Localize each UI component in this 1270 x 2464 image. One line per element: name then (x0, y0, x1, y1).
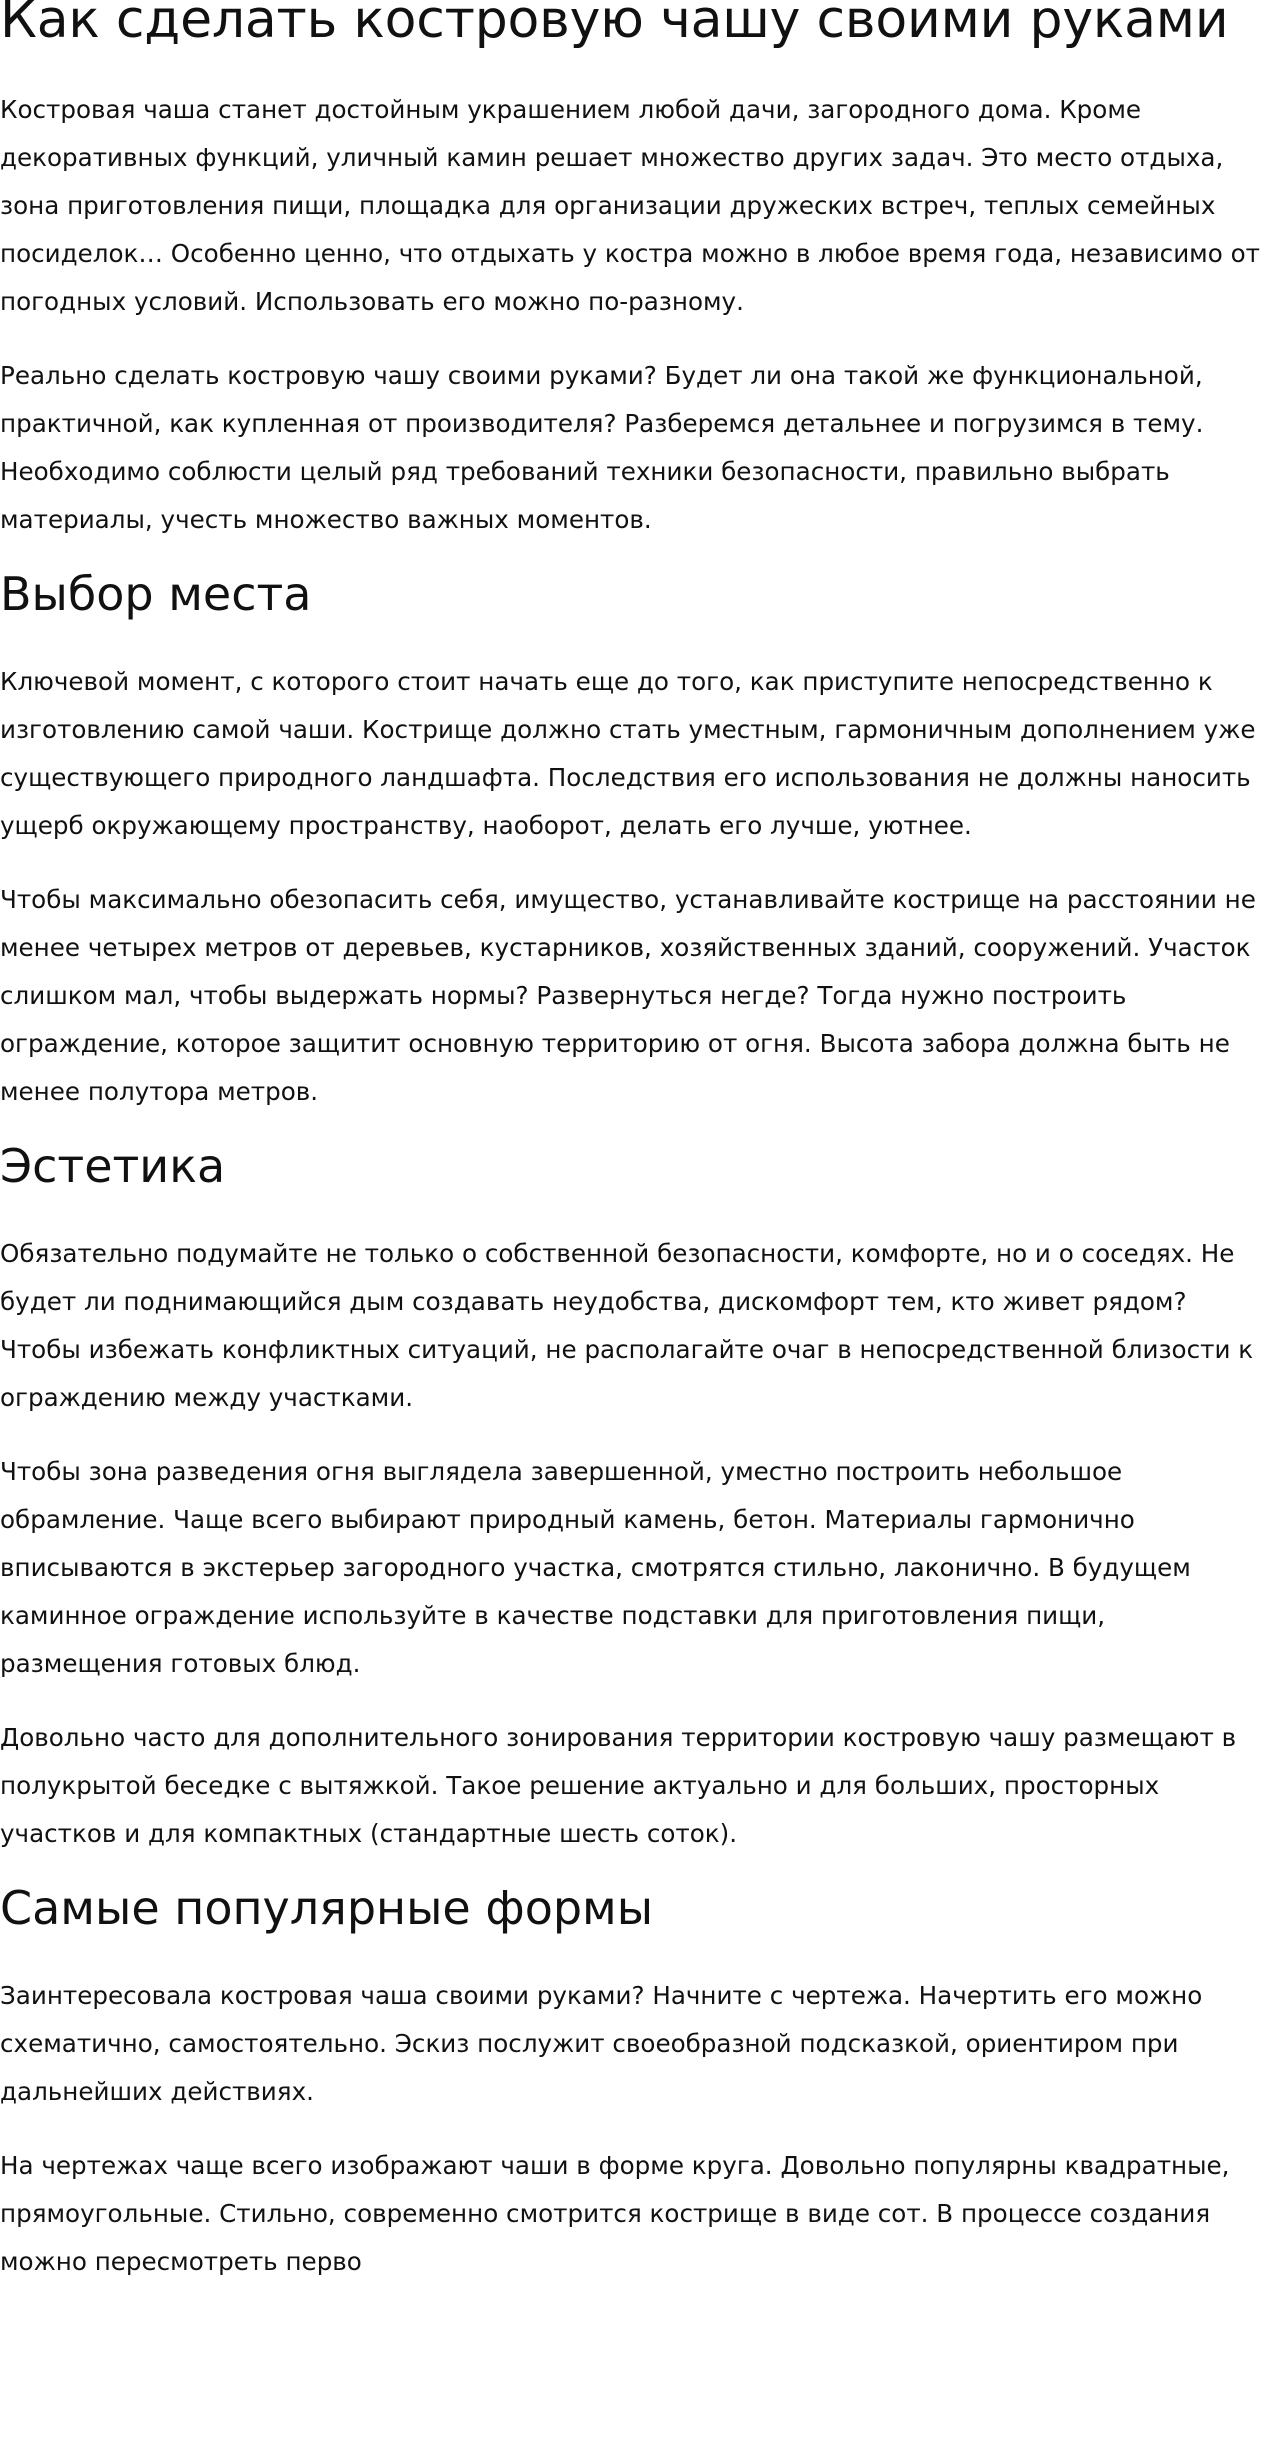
location-paragraph-1: Ключевой момент, с которого стоит начать еще до того, как приступите непосредственно к изготовлению самой чаши. Кострище должно стать уместным, гармоничным дополнением уже существующего природного ландшафта. Последствия его использования не должны наносить ущерб окружающему пространству, наоборот, делать его лучше, уютнее. (0, 667, 1256, 840)
page-title: Как сделать костровую чашу своими руками (0, 0, 1229, 50)
intro-paragraph-2: Реально сделать костровую чашу своими руками? Будет ли она такой же функциональной, практичной, как купленная от производителя? Разберемся детальнее и погрузимся в тему. Необходимо соблюсти целый ряд требований техники безопасности, правильно выбрать материалы, учесть множество важных моментов. (0, 361, 1204, 534)
aesthetics-paragraph-3: Довольно часто для дополнительного зонирования территории костровую чашу размещают в полукрытой беседке с вытяжкой. Такое решение актуально и для больших, просторных участков и для компактных (стандартные шесть соток). (0, 1723, 1237, 1848)
shapes-paragraph-1: Заинтересовала костровая чаша своими руками? Начните с чертежа. Начертить его можно схематично, самостоятельно. Эскиз послужит своеобразной подсказкой, ориентиром при дальнейших действиях. (0, 1981, 1203, 2106)
section-heading-shapes: Самые популярные формы (0, 1881, 654, 1935)
aesthetics-paragraph-2: Чтобы зона разведения огня выглядела завершенной, уместно построить небольшое обрамление. Чаще всего выбирают природный камень, бетон. Материалы гармонично вписываются в экстерьер загородного участка, смотрятся стильно, лаконично. В будущем каминное ограждение используйте в качестве подставки для приготовления пищи, размещения готовых блюд. (0, 1457, 1191, 1678)
shapes-paragraph-2: На чертежах чаще всего изображают чаши в форме круга. Довольно популярны квадратные, прямоугольные. Стильно, современно смотрится кострище в виде сот. В процессе создания можно пересмотреть перво (0, 2151, 1230, 2276)
section-heading-aesthetics: Эстетика (0, 1139, 226, 1193)
section-location (0, 566, 1262, 1116)
intro-paragraph-1: Костровая чаша станет достойным украшением любой дачи, загородного дома. Кроме декоративных функций, уличный камин решает множество других задач. Это место отдыха, зона приготовления пищи, площадка для организации дружеских встреч, теплых семейных посиделок… Особенно ценно, что отдыхать у костра можно в любое время года, независимо от погодных условий. Использовать его можно по-разному. (0, 95, 1260, 316)
location-paragraph-2: Чтобы максимально обезопасить себя, имущество, устанавливайте кострище на расстоянии не менее четырех метров от деревьев, кустарников, хозяйственных зданий, сооружений. Участок слишком мал, чтобы выдержать нормы? Развернуться негде? Тогда нужно построить ограждение, которое защитит основную территорию от огня. Высота забора должна быть не менее полутора метров. (0, 885, 1256, 1106)
section-aesthetics (0, 1138, 1262, 1858)
section-heading-location: Выбор места (0, 567, 312, 621)
section-intro (0, 86, 1262, 544)
aesthetics-paragraph-1: Обязательно подумайте не только о собственной безопасности, комфорте, но и о соседях. Не будет ли поднимающийся дым создавать неудобства, дискомфорт тем, кто живет рядом? Чтобы избежать конфликтных ситуаций, не располагайте очаг в непосредственной близости к ограждению между участками. (0, 1239, 1254, 1412)
section-shapes (0, 1880, 1262, 2286)
